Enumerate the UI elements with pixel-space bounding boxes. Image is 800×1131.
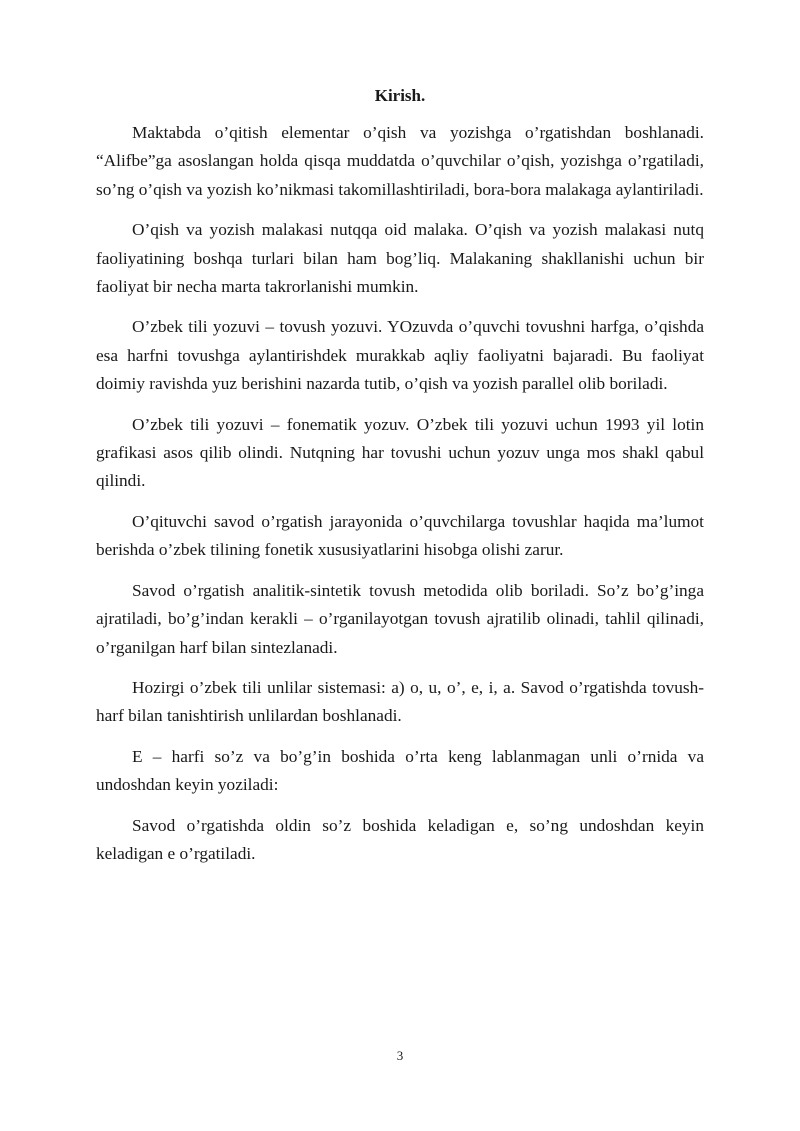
section-title: Kirish. <box>374 86 426 105</box>
paragraph: O’qish va yozish malakasi nutqqa oid malaka. O’qish va yozish malakasi nutq faoliyatining boshqa turlari bilan ham bog’liq. Malakaning shakllanishi uchun bir faoliyat bir necha marta takrorlanishi mumkin. <box>96 220 704 297</box>
page-number: 3 <box>396 1048 404 1063</box>
paragraph: O’zbek tili yozuvi – tovush yozuvi. YOzuvda o’quvchi tovushni harfga, o’qishda esa harfni tovushga aylantirishdek murakkab aqliy faoliyatni bajaradi. Bu faoliyat doimiy ravishda yuz berishini nazarda tutib, o’qish va yozish parallel olib boriladi. <box>96 317 704 394</box>
paragraph: Hozirgi o’zbek tili unlilar sistemasi: a) o, u, o’, e, i, a. Savod o’rgatishda tovush-harf bilan tanishtirish unlilardan boshlanadi. <box>96 677 704 726</box>
paragraph: O’zbek tili yozuvi – fonematik yozuv. O’zbek tili yozuvi uchun 1993 yil lotin grafikasi asos qilib olindi. Nutqning har tovushi uchun yozuv unga mos shakl qabul qilindi. <box>96 414 704 491</box>
paragraph: O’qituvchi savod o’rgatish jarayonida o’quvchilarga tovushlar haqida ma’lumot berishda o’zbek tilining fonetik xususiyatlarini hisobga olishi zarur. <box>96 511 704 560</box>
body-text <box>96 119 704 880</box>
paragraph: Savod o’rgatish analitik-sintetik tovush metodida olib boriladi. So’z bo’g’inga ajratiladi, bo’g’indan kerakli – o’rganilayotgan tovush ajratilib olinadi, tahlil qilinadi, o’rganilgan harf bilan sintezlanadi. <box>96 580 704 657</box>
paragraph: Savod o’rgatishda oldin so’z boshida keladigan e, so’ng undoshdan keyin keladigan e o’rgatiladi. <box>96 815 704 863</box>
paragraph: Maktabda o’qitish elementar o’qish va yozishga o’rgatishdan boshlanadi. “Alifbe”ga asoslangan holda qisqa muddatda o’quvchilar o’qish, yozishga o’rgatiladi, so’ng o’qish va yozish ko’nikmasi takomillashtiriladi, bora-bora malakaga aylantiriladi. <box>96 123 704 199</box>
paragraph: E – harfi so’z va bo’g’in boshida o’rta keng lablanmagan unli o’rnida va undoshdan keyin yoziladi: <box>96 746 704 795</box>
